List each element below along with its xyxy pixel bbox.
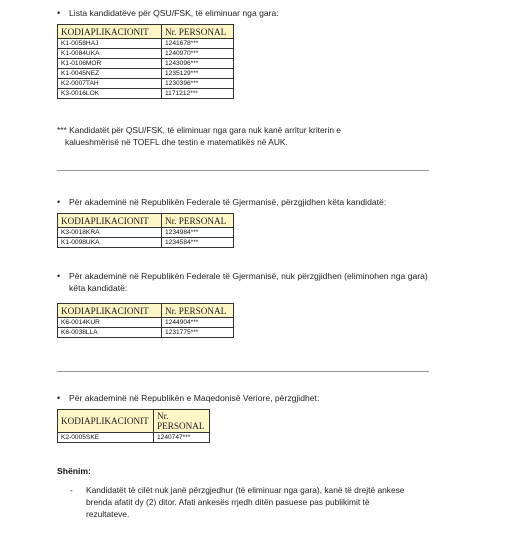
cell-personal-nr: 1234984*** <box>162 228 234 238</box>
cell-personal-nr: 1231775*** <box>162 328 234 338</box>
germany-eliminated-table <box>57 303 234 338</box>
macedonia-selected-table <box>57 409 210 443</box>
cell-personal-nr: 1240970*** <box>162 49 234 59</box>
divider <box>57 371 429 372</box>
bullet-icon: • <box>57 8 61 18</box>
column-header-personal-nr: Nr. PERSONAL <box>154 410 210 433</box>
column-header-code: KODIAPLIKACIONIT <box>58 214 162 228</box>
section-1-intro: • Lista kandidatëve për QSU/FSK, të eliminuar nga gara: <box>57 8 279 18</box>
footnote: *** Kandidatët për QSU/FSK, të eliminuar nga gara nuk kanë arritur kriterin e kalueshmërisë në TOEFL dhe testin e matematikës në AUK. <box>57 125 341 147</box>
dash-marker: - <box>70 485 73 495</box>
cell-code: K1-0084UKA <box>58 49 162 59</box>
table-row <box>58 79 234 89</box>
cell-code: K2-0005SKE <box>58 433 154 443</box>
column-header-personal-nr: Nr. PERSONAL <box>162 304 234 318</box>
table-header-row <box>58 304 234 318</box>
cell-personal-nr: 1243096*** <box>162 59 234 69</box>
cell-personal-nr: 1234584*** <box>162 238 234 248</box>
table-row <box>58 59 234 69</box>
cell-personal-nr: 1235129*** <box>162 69 234 79</box>
bullet-icon: • <box>57 197 61 207</box>
bullet-icon: • <box>57 393 61 403</box>
cell-code: K2-0007TAH <box>58 79 162 89</box>
section-4-intro: • Për akademinë në Republikën e Maqedonisë Veriore, përzgjidhet: <box>57 393 320 403</box>
table-header-row <box>58 214 234 228</box>
cell-code: K6-0014KUR <box>58 318 162 328</box>
cell-code: K3-0018KRA <box>58 228 162 238</box>
column-header-code: KODIAPLIKACIONIT <box>58 25 162 39</box>
bullet-icon: • <box>57 271 61 281</box>
germany-selected-table <box>57 213 234 248</box>
cell-code: K1-0106MOR <box>58 59 162 69</box>
cell-code: K6-0038LLA <box>58 328 162 338</box>
column-header-code: KODIAPLIKACIONIT <box>58 410 154 433</box>
eliminated-qsu-table <box>57 24 234 99</box>
cell-personal-nr: 1240747*** <box>154 433 210 443</box>
table-row <box>58 39 234 49</box>
cell-code: K1-0045NEZ <box>58 69 162 79</box>
note-item: - Kandidatët të cilët nuk janë përzgjedhur (të eliminuar nga gara), kanë të drejtë ankese brenda afatit dy (2) ditor. Afati ankesës rrjedh ditën pasuese pas publikimit të rezultateve. <box>70 485 405 519</box>
cell-code: K1-0098UKA <box>58 238 162 248</box>
table-row <box>58 238 234 248</box>
cell-personal-nr: 1171212*** <box>162 89 234 99</box>
note-heading: Shënim: <box>57 466 91 476</box>
section-2-intro: • Për akademinë në Republikën Federale të Gjermanisë, përzgjidhen këta kandidatë: <box>57 197 387 207</box>
cell-personal-nr: 1244904*** <box>162 318 234 328</box>
cell-code: K3-0016LOK <box>58 89 162 99</box>
table-row <box>58 433 210 443</box>
table-header-row <box>58 25 234 39</box>
table-row <box>58 318 234 328</box>
table-row <box>58 69 234 79</box>
table-row <box>58 228 234 238</box>
table-header-row <box>58 410 210 433</box>
table-row <box>58 328 234 338</box>
column-header-personal-nr: Nr. PERSONAL <box>162 25 234 39</box>
table-row <box>58 49 234 59</box>
column-header-code: KODIAPLIKACIONIT <box>58 304 162 318</box>
cell-personal-nr: 1230396*** <box>162 79 234 89</box>
cell-code: K1-0058HAJ <box>58 39 162 49</box>
divider <box>57 170 429 171</box>
column-header-personal-nr: Nr. PERSONAL <box>162 214 234 228</box>
table-row <box>58 89 234 99</box>
cell-personal-nr: 1241678*** <box>162 39 234 49</box>
section-3-intro: • Për akademinë në Republikën Federale të Gjermanisë, nuk përzgjidhen (eliminohen nga gara) këta kandidatë: <box>57 271 428 293</box>
